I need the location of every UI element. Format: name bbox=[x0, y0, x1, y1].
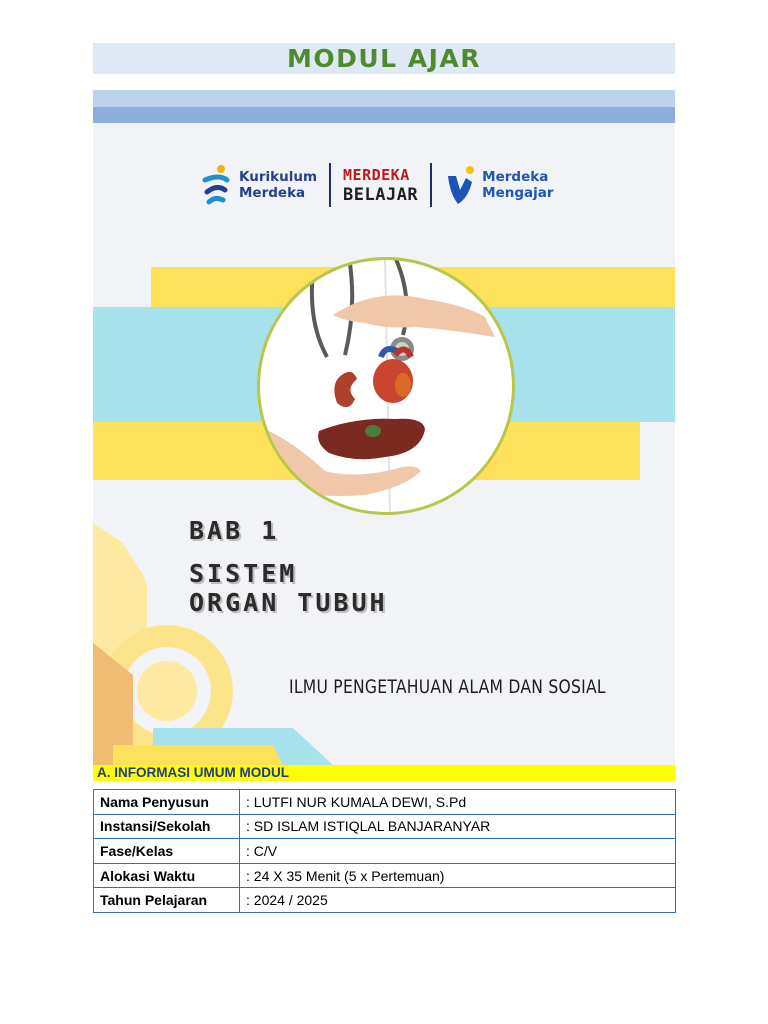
table-row bbox=[94, 839, 676, 864]
kurikulum-logo-line2: Merdeka bbox=[239, 185, 306, 201]
title-bar bbox=[93, 43, 675, 74]
row-label: Fase/Kelas bbox=[94, 839, 240, 864]
kurikulum-logo-line1: Kurikulum bbox=[239, 169, 318, 185]
table-row bbox=[94, 790, 676, 815]
merdeka-mengajar-line1: Merdeka bbox=[482, 169, 549, 185]
cover-illustration bbox=[93, 123, 675, 765]
row-label: Instansi/Sekolah bbox=[94, 814, 240, 839]
row-value: : LUTFI NUR KUMALA DEWI, S.Pd bbox=[240, 790, 676, 815]
row-label: Tahun Pelajaran bbox=[94, 888, 240, 913]
row-value: : SD ISLAM ISTIQLAL BANJARANYAR bbox=[240, 814, 676, 839]
section-heading-text: A. INFORMASI UMUM MODUL bbox=[97, 765, 289, 780]
table-row bbox=[94, 863, 676, 888]
table-row bbox=[94, 814, 676, 839]
decorative-band-light bbox=[93, 90, 675, 107]
organ-illustration-image bbox=[245, 257, 525, 517]
kurikulum-merdeka-logo-icon bbox=[201, 164, 235, 206]
document-title: MODUL AJAR bbox=[286, 44, 482, 73]
decorative-band-dark bbox=[93, 107, 675, 123]
row-value: : 24 X 35 Menit (5 x Pertemuan) bbox=[240, 863, 676, 888]
merdeka-belajar-line1: MERDEKA bbox=[343, 165, 410, 184]
chapter-number: BAB 1 bbox=[189, 516, 280, 545]
merdeka-belajar-line2: BELAJAR bbox=[343, 184, 419, 205]
row-label: Nama Penyusun bbox=[94, 790, 240, 815]
chapter-topic-line2: ORGAN TUBUH bbox=[189, 588, 388, 617]
subject-name: ILMU PENGETAHUAN ALAM DAN SOSIAL bbox=[289, 676, 606, 698]
row-value: : C/V bbox=[240, 839, 676, 864]
row-label: Alokasi Waktu bbox=[94, 863, 240, 888]
row-value: : 2024 / 2025 bbox=[240, 888, 676, 913]
logo-row bbox=[201, 161, 554, 209]
merdeka-mengajar-line2: Mengajar bbox=[482, 185, 554, 201]
table-row bbox=[94, 888, 676, 913]
section-heading bbox=[93, 765, 675, 781]
merdeka-mengajar-logo-icon bbox=[444, 164, 478, 206]
general-info-table bbox=[93, 789, 676, 913]
logo-divider bbox=[329, 163, 331, 207]
chapter-topic-line1: SISTEM bbox=[189, 559, 298, 588]
logo-divider bbox=[430, 163, 432, 207]
